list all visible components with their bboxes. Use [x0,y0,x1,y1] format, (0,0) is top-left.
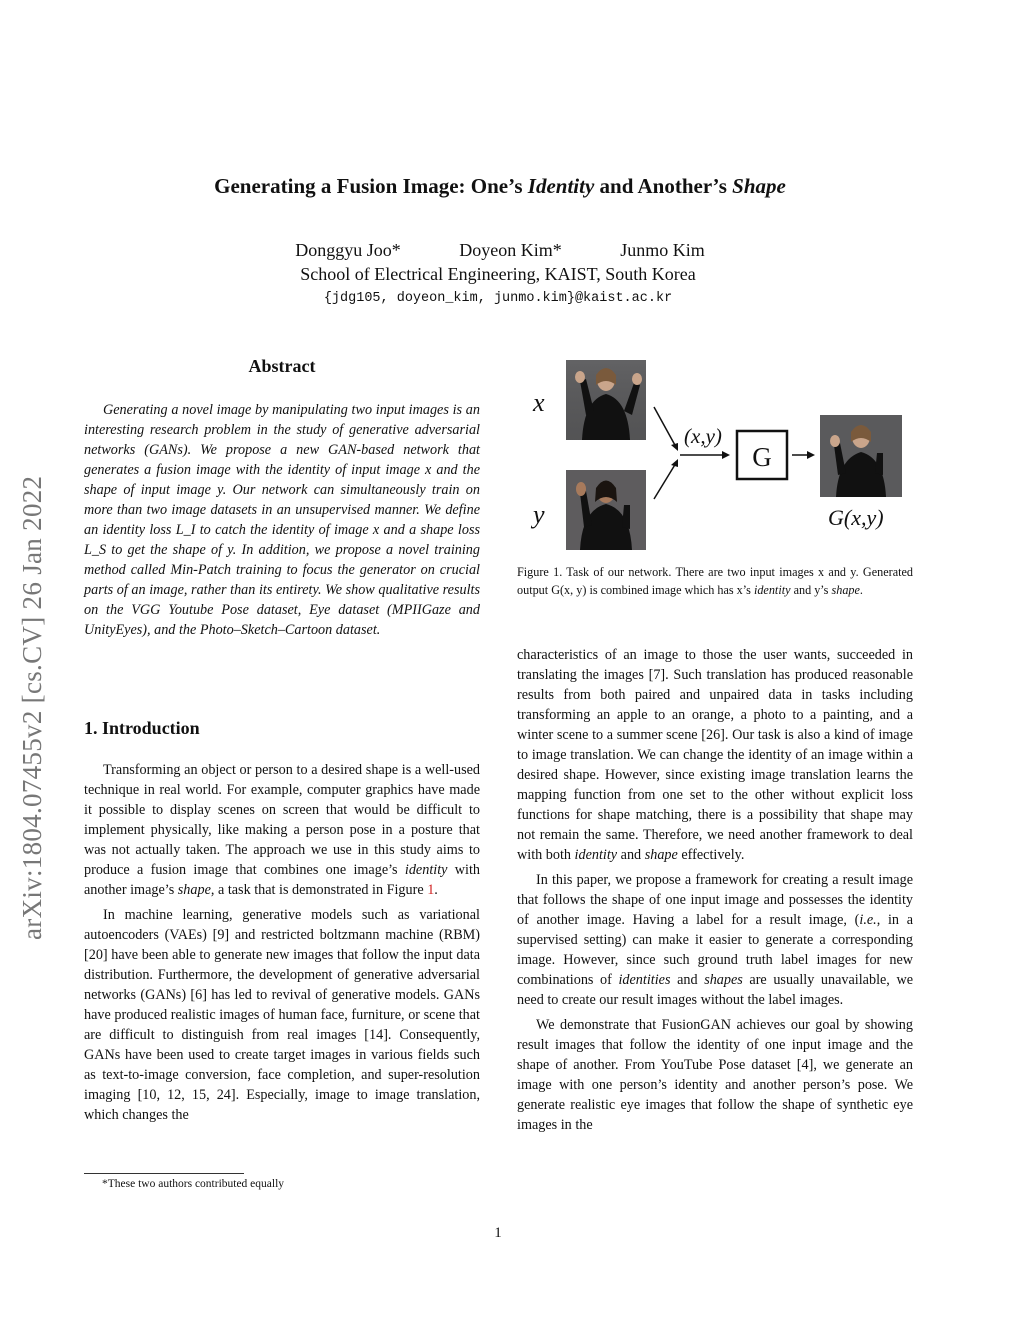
intro-paragraph-3: characteristics of an image to those the user wants, succeeded in translating the images [7]. Such translation has produced reasonable results from both paired and unpaired data in tasks including transforming an apple to an orange, a photo to a painting, and a winter scene to a summer scene [26]. Our task is also a kind of image to image translation. We can change the identity of an image within a desired shape. However, since existing image translation learns the mapping function from one set to the other without explicit loss functions for shape matching, there is a possibility that shape may not remain the same. Therefore, we need another framework to deal with both identity and shape effectively. [517,647,913,863]
footnote: *These two authors contributed equally [102,1178,285,1190]
output-image [820,415,902,497]
input-x-label: x [533,388,545,417]
pair-label: (x,y) [684,424,722,448]
author-name: Junmo Kim [620,240,705,260]
intro-paragraph-2: In machine learning, generative models such as variational autoencoders (VAEs) [9] and restricted boltzmann machine (RBM) [20] have been able to generate new images that follow the input data distribution. Furthermore, the development of generative adversarial networks (GANs) [6] has led to revival of generative models. GANs have produced realistic images of human face, furniture, or scene that are difficult to distinguish from real images [14]. Consequently, GANs have been used to create target images in various fields such as text-to-image conversion, face completion, and super-resolution imaging [10, 12, 15, 24]. Especially, image to image translation, which changes the [84,907,480,1123]
arrow-x [654,407,676,447]
left-column-body [84,760,480,1130]
author-name: Donggyu Joo* [295,240,401,260]
output-label: G(x,y) [828,505,884,530]
input-image-x [566,360,646,440]
author-name: Doyeon Kim* [459,240,562,260]
figure-1 [520,355,920,555]
author-list [0,240,1000,261]
figure-diagram [520,355,920,555]
intro-paragraph-1: Transforming an object or person to a desired shape is a well-used technique in real world. For example, computer graphics have made it possible to display scenes on screen that would be difficult to implement physically, like making a person pose in a posture that was not actually taken. The approach we use in this study aims to produce a fusion image that combines one image’s identity with another image’s shape, a task that is demonstrated in Figure 1. [84,762,480,898]
intro-paragraph-4: In this paper, we propose a framework for creating a result image that follows the shape of one input image and possesses the identity of another image. Having a label for a result image, (i.e., in a supervised setting) can make it easier to generate a corresponding image. However, since such ground truth label images for new combinations of identities and shapes are usually unavailable, we need to create our result images without the label images. [517,872,913,1008]
right-column-body [517,645,913,1140]
page-number: 1 [494,1225,502,1241]
arrow-y [654,463,676,499]
footnote-divider [84,1173,244,1174]
figure-link[interactable]: 1 [427,882,435,898]
figure-caption: Figure 1. Task of our network. There are two input images x and y. Generated output G(x, y) is combined image which has x’s identity and y’s shape. [517,565,913,597]
arxiv-identifier: arXiv:1804.07455v2 [cs.CV] 26 Jan 2022 [17,475,47,940]
intro-paragraph-5: We demonstrate that FusionGAN achieves our goal by showing result images that follow the identity of one input image and the shape of another. From YouTube Pose dataset [4], we generate an image with one person’s identity and another person’s pose. We generate realistic eye images that follow the shape of synthetic eye images in the [517,1017,913,1133]
abstract-heading: Abstract [248,356,316,376]
generator-label: G [752,442,772,472]
section-heading-introduction: 1. Introduction [84,718,200,738]
author-emails: {jdg105, doyeon_kim, junmo.kim}@kaist.ac.kr [323,291,673,306]
affiliation: School of Electrical Engineering, KAIST, South Korea [300,264,696,284]
input-y-label: y [533,500,545,529]
paper-title: Generating a Fusion Image: One’s Identity and Another’s Shape [214,174,786,198]
input-image-y [566,470,646,550]
abstract-text: Generating a novel image by manipulating two input images is an interesting research problem in the study of generative adversarial networks (GANs). We propose a new GAN-based network that generates a fusion image with the identity of input image x and the shape of input image y. Our network can simultaneously train on more than two image datasets in an unsupervised manner. We define an identity loss L_I to catch the identity of image x and a shape loss L_S to get the shape of y. In addition, we propose a novel training method called Min-Patch training to focus the generator on crucial parts of an image, rather than its entirety. We show qualitative results on the VGG Youtube Pose dataset, Eye dataset (MPIIGaze and UnityEyes), and the Photo–Sketch–Cartoon dataset. [84,402,480,638]
